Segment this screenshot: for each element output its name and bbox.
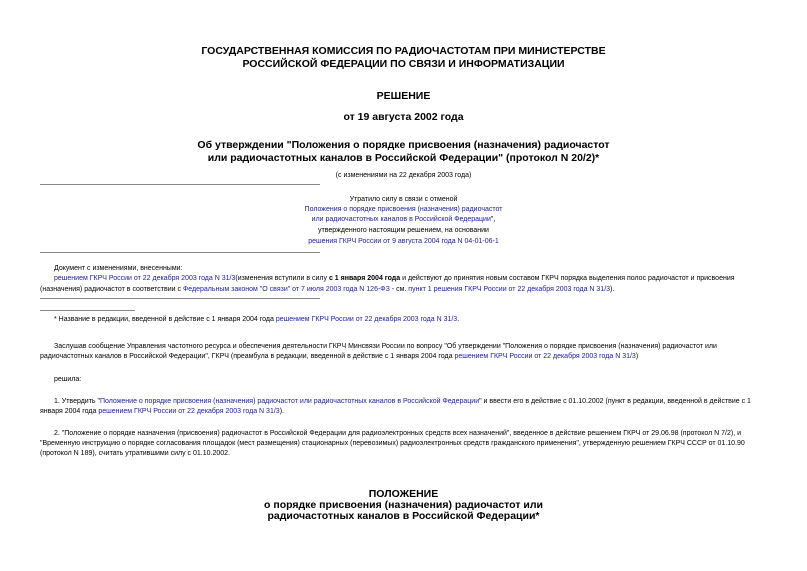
regulation-link-continued[interactable]: или радиочастотных каналов в Российской Федерации <box>311 216 491 223</box>
footnote-decision-link[interactable]: решением ГКРЧ России от 22 декабря 2003 года N 31/3 <box>275 316 458 323</box>
lost-force-line-4: утвержденного настоящим решением, на основании <box>318 227 489 234</box>
changes-line-1: решением ГКРЧ России от 22 декабря 2003 года N 31/3(изменения вступили в силу с 1 января 2004 года и действуют до принятия новым составом ГКРЧ порядка выделения полос радиочастот и присвоения <box>54 275 735 282</box>
document-date: от 19 августа 2002 года <box>343 111 464 123</box>
divider <box>40 184 320 185</box>
lost-force-link-1 <box>0 205 807 215</box>
regulation-approval-link[interactable]: Положение о порядке присвоения (назначения) радиочастот или радиочастотных каналов в Российской Федерации <box>99 398 480 405</box>
item-1-decision-link[interactable]: решением ГКРЧ России от 22 декабря 2003 года N 31/3 <box>98 408 280 415</box>
amendment-note: (с изменениями на 22 декабря 2003 года) <box>335 172 472 179</box>
document-type: РЕШЕНИЕ <box>376 90 431 102</box>
divider <box>40 252 320 253</box>
lost-force-line-1: Утратило силу в связи с отменой <box>349 196 458 203</box>
issuer-line-1: ГОСУДАРСТВЕННАЯ КОМИССИЯ ПО РАДИОЧАСТОТАМ ПРИ МИНИСТЕРСТВЕ <box>201 45 606 57</box>
lost-force-link-2-line: или радиочастотных каналов в Российской Федерации", <box>311 216 496 223</box>
preamble-line-1: Заслушав сообщение Управления частотного ресурса и обеспечения деятельности ГКРЧ Минсвязи России по вопросу "Об утверждении "Положения о порядке присвоения (назначения) радиочастот или <box>54 343 717 350</box>
item-1-line-1: 1. Утвердить "Положение о порядке присвоения (назначения) радиочастот или радиочастотных каналов в Российской Федерации" и ввести его в действие с 01.10.2002 (пункт в редакции, введенной в действие с 1 <box>54 398 751 405</box>
decided-label: решила: <box>54 376 82 383</box>
document-title-line-1: Об утверждении "Положения о порядке присвоения (назначения) радиочастот <box>197 139 610 151</box>
appendix-title-line-3: радиочастотных каналов в Российской Федерации* <box>267 510 540 522</box>
appendix-title: ПОЛОЖЕНИЕ <box>368 488 439 500</box>
footnote-divider <box>40 310 135 311</box>
lost-force-link-3-line <box>0 237 807 247</box>
decision-2003-link[interactable]: решением ГКРЧ России от 22 декабря 2003 года N 31/3 <box>54 275 236 282</box>
decision-2003-point-link[interactable]: пункт 1 решения ГКРЧ России от 22 декабря 2003 года N 31/3 <box>408 286 611 293</box>
preamble-line-2: радиочастотных каналов в Российской Федерации", ГКРЧ (преамбула в редакции, введенной в действие с 1 января 2004 года решением ГКРЧ России от 22 декабря 2003 года N 31/3) <box>40 353 639 360</box>
item-1-line-2: января 2004 года решением ГКРЧ России от 22 декабря 2003 года N 31/3). <box>40 408 284 415</box>
preamble-decision-link[interactable]: решением ГКРЧ России от 22 декабря 2003 года N 31/3 <box>454 353 636 360</box>
divider <box>40 298 320 299</box>
changes-intro: Документ с изменениями, внесенными: <box>54 265 183 272</box>
footnote: * Название в редакции, введенной в действие с 1 января 2004 года решением ГКРЧ России от 22 декабря 2003 года N 31/3. <box>54 316 460 323</box>
item-2-line-2: "Временную инструкцию о порядке согласования площадок (мест размещения) стационарных (перевозимых) радиоэлектронных средств гражданского применения", утвержденную решением ГКРЧ СССР от 01.10.90 <box>40 440 745 447</box>
federal-law-link[interactable]: Федеральным законом "О связи" от 7 июля 2003 года N 126-ФЗ <box>182 286 390 293</box>
changes-line-2: (назначения) радиочастот в соответствии с Федеральным законом "О связи" от 7 июля 2003 года N 126-ФЗ - см. пункт 1 решения ГКРЧ России от 22 декабря 2003 года N 31/3). <box>40 286 615 293</box>
decision-2004-link[interactable]: решения ГКРЧ России от 9 августа 2004 года N 04-01-06-1 <box>308 238 499 245</box>
issuer-line-2: РОССИЙСКОЙ ФЕДЕРАЦИИ ПО СВЯЗИ И ИНФОРМАТИЗАЦИИ <box>242 58 565 70</box>
document-title-line-2: или радиочастотных каналов в Российской Федерации" (протокол N 20/2)* <box>207 152 600 164</box>
item-2-line-1: 2. "Положение о порядке назначения (присвоения) радиочастот в Российской Федерации для радиоэлектронных средств всех назначений", введенное в действие решением ГКРЧ от 29.06.98 (протокол N 7/2), и <box>54 430 742 437</box>
regulation-link[interactable]: Положения о порядке присвоения (назначения) радиочастот <box>304 206 503 213</box>
appendix-title-line-2: о порядке присвоения (назначения) радиочастот или <box>264 499 543 511</box>
item-2-line-3: (протокол N 189), считать утратившими силу с 01.10.2002. <box>40 450 230 457</box>
